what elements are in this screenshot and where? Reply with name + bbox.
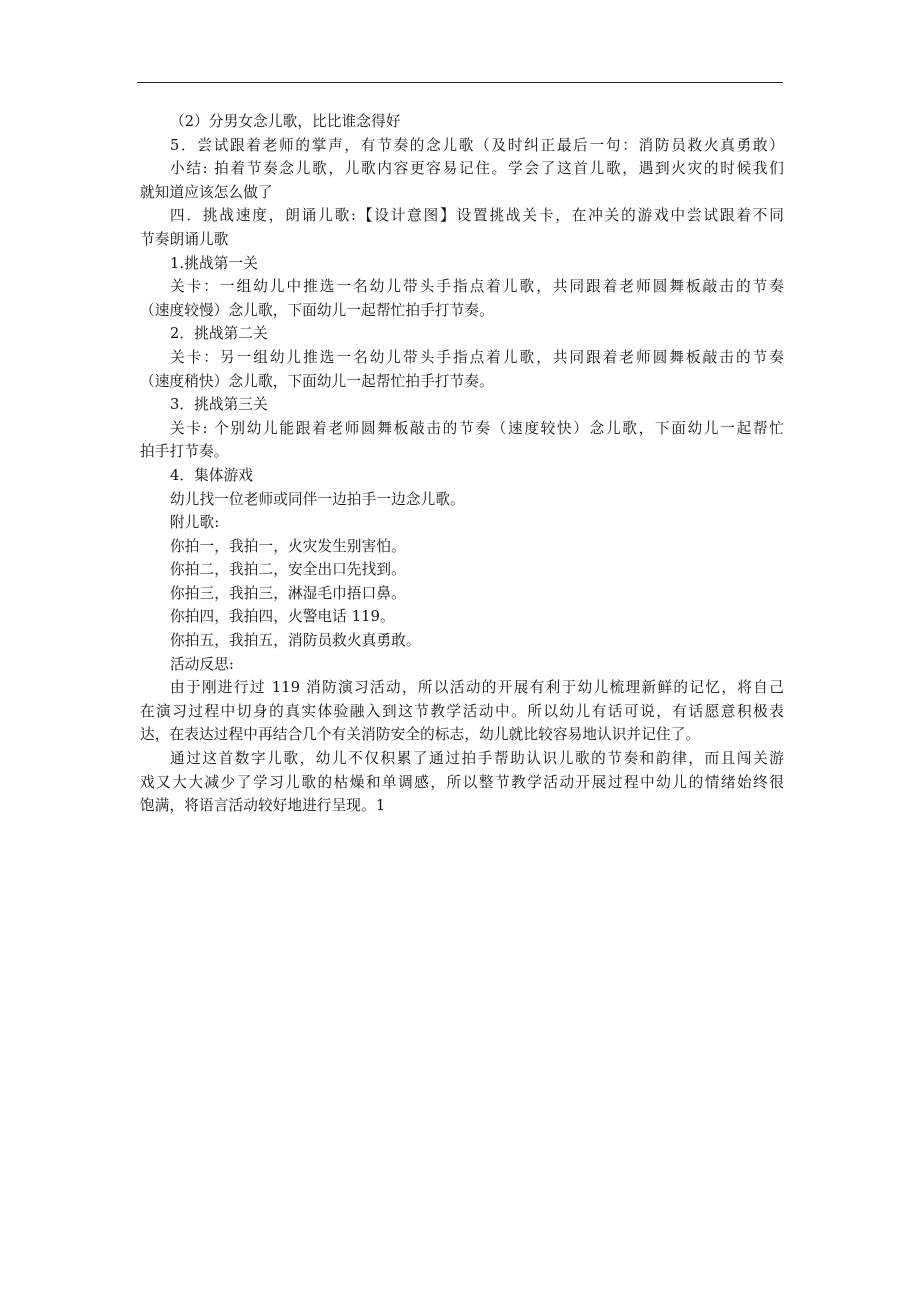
text-line: 2．挑战第二关 — [170, 325, 268, 343]
text-line: 3．挑战第三关 — [170, 396, 268, 414]
document-body — [140, 110, 784, 818]
text-line: （2）分男女念儿歌，比比谁念得好 — [170, 113, 401, 130]
text-line: 你拍四，我拍四，火警电话 119。 — [170, 608, 395, 626]
text-line: 就知道应该怎么做了 — [140, 183, 273, 201]
text-line: 附儿歌: — [170, 514, 220, 532]
text-line: 由于刚进行过 119 消防演习活动，所以活动的开展有利于幼儿梳理新鲜的记忆，将自己 — [170, 679, 784, 697]
text-line: 你拍一，我拍一，火灾发生别害怕。 — [170, 537, 406, 555]
text-line: 1.挑战第一关 — [170, 254, 258, 272]
text-line: 在演习过程中切身的真实体验融入到这节教学活动中。所以幼儿有话可说，有话愿意积极表 — [140, 702, 784, 720]
text-line: 拍手打节奏。 — [140, 443, 229, 461]
text-line: 5．尝试跟着老师的掌声，有节奏的念儿歌（及时纠正最后一句：消防员救火真勇敢） — [170, 136, 784, 154]
text-line: 饱满，将语言活动较好地进行呈现。1 — [140, 797, 386, 815]
text-line: 关卡: 个别幼儿能跟着老师圆舞板敲击的节奏（速度较快）念儿歌，下面幼儿一起帮忙 — [170, 419, 784, 437]
text-line: 达，在表达过程中再结合几个有关消防安全的标志，幼儿就比较容易地认识并记住了。 — [140, 726, 701, 744]
text-line: 四．挑战速度，朗诵儿歌:【设计意图】设置挑战关卡，在冲关的游戏中尝试跟着不同 — [170, 207, 784, 225]
text-line: 4．集体游戏 — [170, 466, 254, 484]
text-line: 幼儿找一位老师或同伴一边拍手一边念儿歌。 — [170, 490, 465, 508]
text-line: 关卡：一组幼儿中推选一名幼儿带头手指点着儿歌，共同跟着老师圆舞板敲击的节奏 — [170, 278, 784, 296]
text-line: 通过这首数字儿歌，幼儿不仅积累了通过拍手帮助认识儿歌的节奏和韵律，而且闯关游 — [170, 750, 784, 768]
text-line: 小结: 拍着节奏念儿歌，儿歌内容更容易记住。学会了这首儿歌，遇到火灾的时候我们 — [170, 160, 784, 178]
text-line: 关卡：另一组幼儿推选一名幼儿带头手指点着儿歌，共同跟着老师圆舞板敲击的节奏 — [170, 348, 784, 366]
text-line: 你拍二，我拍二，安全出口先找到。 — [170, 561, 406, 579]
text-line: 戏又大大减少了学习儿歌的枯燥和单调感，所以整节教学活动开展过程中幼儿的情绪始终很 — [140, 773, 784, 791]
text-line: 活动反思: — [170, 655, 235, 673]
text-line: 你拍三，我拍三，淋湿毛巾捂口鼻。 — [170, 584, 406, 602]
text-line: 节奏朗诵儿歌 — [140, 230, 229, 248]
text-line: （速度较慢）念儿歌，下面幼儿一起帮忙拍手打节奏。 — [140, 301, 494, 319]
text-line: （速度稍快）念儿歌，下面幼儿一起帮忙拍手打节奏。 — [140, 372, 494, 390]
text-line: 你拍五，我拍五，消防员救火真勇敢。 — [170, 632, 421, 650]
header-rule — [137, 82, 783, 83]
